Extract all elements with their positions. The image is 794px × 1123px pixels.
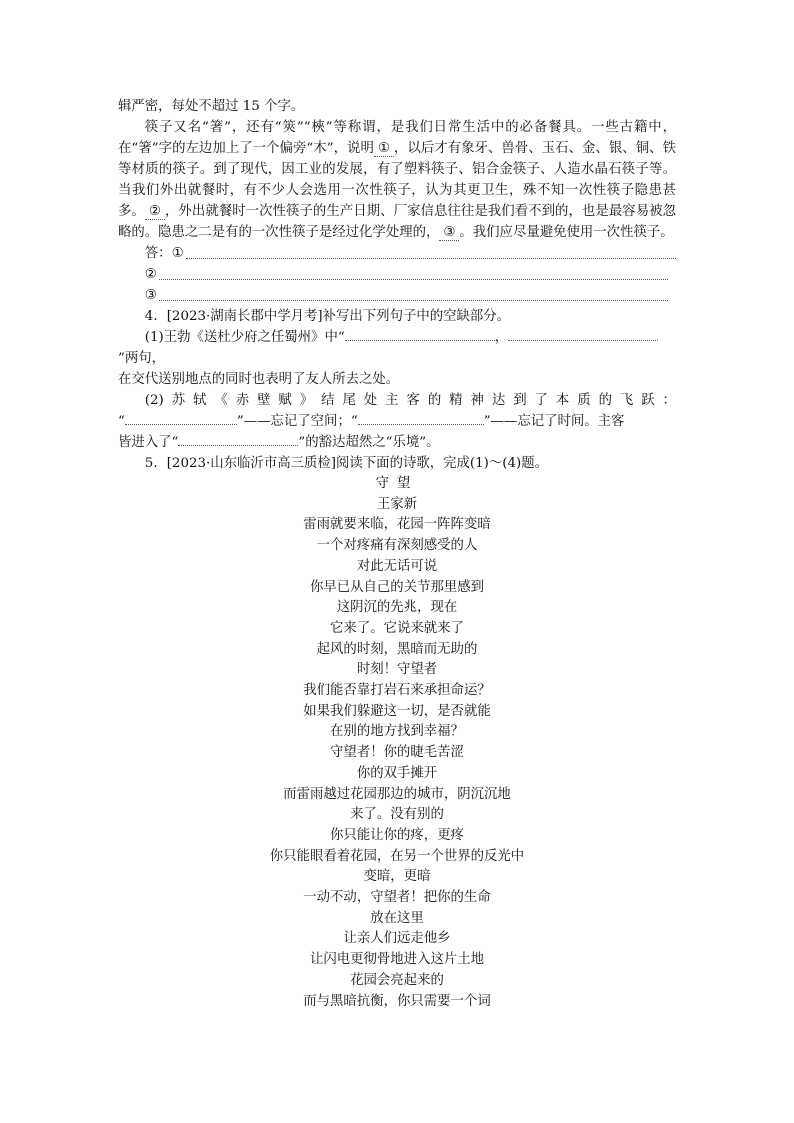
poem-line: 它来了。它说来就来了 <box>330 620 464 636</box>
poem-line: 让闪电更彻骨地进入这片土地 <box>309 952 485 968</box>
poem-line: 变暗，更暗 <box>363 869 431 885</box>
poem-line: 我们能否靠打岩石来承担命运？ <box>303 683 491 699</box>
poem-line: 花园会亮起来的 <box>350 972 444 988</box>
blank-marker-1: ① <box>374 141 394 157</box>
answer-label-2: ② <box>144 267 157 282</box>
q4-s2-f: ”的豁达超然之“乐境”。 <box>298 435 440 450</box>
answer-blank-2[interactable] <box>159 279 668 280</box>
blank-marker-2: ② <box>145 204 165 220</box>
poem-line: 来了。没有别的 <box>350 807 444 823</box>
question-5-heading: 5．[2023·山东临沂市高三质检]阅读下面的诗歌，完成(1)～(4)题。 <box>144 456 549 471</box>
q4-blank-1[interactable] <box>345 328 495 341</box>
passage-continuation: 辑严密，每处不超过 15 个字。 <box>118 99 305 114</box>
q4-blank-4[interactable] <box>358 412 484 425</box>
q4-s1-close: ”两句， <box>118 351 166 366</box>
answer-blank-1[interactable] <box>186 258 676 259</box>
poem-line: 一动不动，守望者！把你的生命 <box>303 890 491 906</box>
passage-text-c: ，外出就餐时一次性筷子的生产日期、厂家信息往往是我们看不到的，也是最容易被忽略的。隐患之二是有的一次性筷子是经过化学处理的， <box>118 204 677 240</box>
poem-title: 守望 <box>375 476 419 491</box>
q4-s1-sep: ， <box>494 330 509 345</box>
poem-line: 起风的时刻，黑暗而无助的 <box>316 641 478 657</box>
q4-s2-mid: ”——忘记了空间；“ <box>236 414 358 429</box>
answer-line-3[interactable] <box>118 285 676 306</box>
page-content <box>118 96 676 1012</box>
blank-marker-3: ③ <box>439 225 459 241</box>
poem <box>118 474 676 1012</box>
question-4-item-2-end <box>118 432 676 453</box>
q4-blank-2[interactable] <box>508 328 658 341</box>
passage-paragraph <box>118 117 676 243</box>
answer-label-1: ① <box>171 246 184 261</box>
poem-line: 这阴沉的先兆，现在 <box>336 600 458 616</box>
poem-line: 在别的地方找到幸福？ <box>330 724 464 740</box>
q4-s2-close: ”——忘记了时间。主客 <box>483 414 625 429</box>
question-4-heading: 4．[2023·湖南长郡中学月考]补写出下列句子中的空缺部分。 <box>144 309 511 324</box>
q4-s2-e: 皆进入了“ <box>118 435 179 450</box>
q4-s2-open: “ <box>118 414 125 429</box>
poem-line: 如果我们躲避这一切，是否就能 <box>303 703 491 719</box>
poem-line: 你只能让你的疼，更疼 <box>330 827 464 843</box>
poem-line: 对此无话可说 <box>356 558 438 574</box>
question-4-item-2: (2)苏轼《赤壁赋》结尾处主客的精神达到了本质的飞跃： <box>144 393 676 408</box>
poem-line: 你的双手摊开 <box>356 765 438 781</box>
q4-blank-5[interactable] <box>178 433 298 446</box>
poem-line: 让亲人们远走他乡 <box>343 931 451 947</box>
answer-prefix: 答： <box>144 246 172 261</box>
q4-s1-open: (1)王勃《送杜少府之任蜀州》中“ <box>144 330 345 345</box>
answer-label-3: ③ <box>144 288 157 303</box>
answer-line-1[interactable] <box>118 243 676 264</box>
poem-line: 你早已从自己的关节那里感到 <box>309 579 485 595</box>
question-4-item-1-cont: 在交代送别地点的同时也表明了友人所去之处。 <box>118 372 400 387</box>
poem-line: 你只能眼看着花园，在另一个世界的反光中 <box>269 848 525 864</box>
poem-line: 而雷雨越过花园那边的城市，阴沉沉地 <box>283 786 511 802</box>
passage-text-a: 筷子又名“箸”，还有“筴”“梜”等称谓，是我们日常生活中的必备餐具。一些古籍中，在“箸”字的左边加上了一个偏旁“木”，说明 <box>118 120 676 156</box>
poem-line: 守望者！你的睫毛苦涩 <box>330 745 464 761</box>
poem-author: 王家新 <box>376 496 418 512</box>
question-4-item-2-cont <box>118 411 676 432</box>
poem-line: 雷雨就要来临，花园一阵阵变暗 <box>303 517 491 533</box>
question-4-item-1 <box>118 327 676 369</box>
poem-line: 放在这里 <box>370 910 424 926</box>
answer-blank-3[interactable] <box>159 300 668 301</box>
poem-line: 一个对疼痛有深刻感受的人 <box>316 538 478 554</box>
q4-blank-3[interactable] <box>125 412 237 425</box>
passage-text-d: 。我们应尽量避免使用一次性筷子。 <box>459 225 674 240</box>
poem-line: 而与黑暗抗衡，你只需要一个词 <box>303 993 491 1009</box>
answer-line-2[interactable] <box>118 264 676 285</box>
poem-line: 时刻！守望者 <box>356 662 438 678</box>
passage-text-b: ，以后才有象牙、兽骨、玉石、金、银、铜、铁等材质的筷子。到了现代，因工业的发展，有了塑料筷子、铝合金筷子、人造水晶石筷子等。当我们外出就餐时，有不少人会选用一次性筷子，认为其更卫生，殊不知一次性筷子隐患甚多。 <box>118 141 676 219</box>
